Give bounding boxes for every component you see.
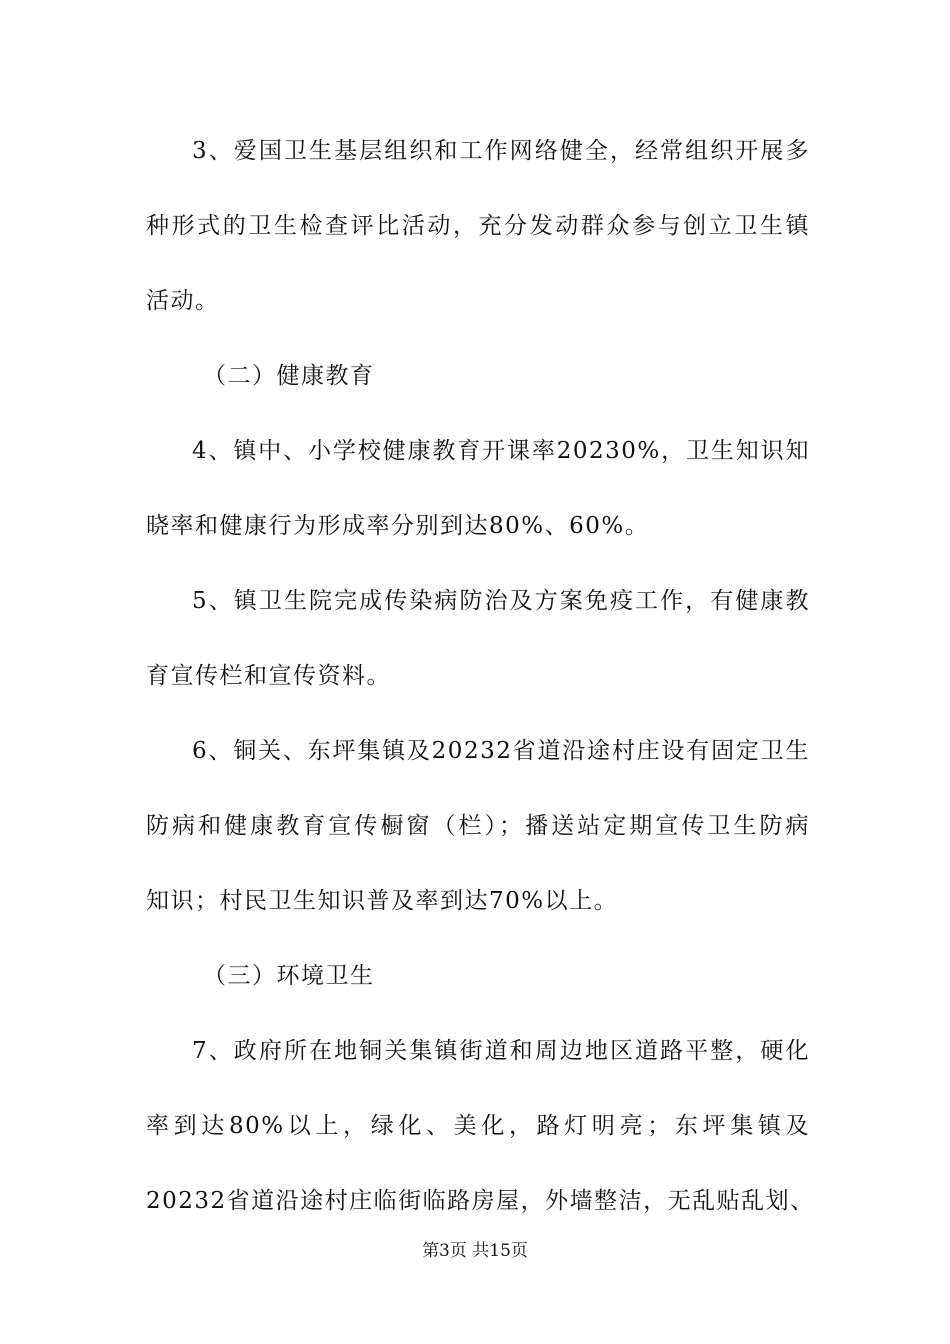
section-heading-health-education: （二）健康教育: [203, 363, 375, 389]
page-number-footer: 第3页 共15页: [422, 1241, 528, 1261]
paragraph-4-line-2: 晓率和健康行为形成率分别到达80%、60%。: [146, 513, 650, 539]
paragraph-6-line-3: 知识；村民卫生知识普及率到达70%以上。: [146, 888, 619, 914]
paragraph-7-line-3: 20232省道沿途村庄临街临路房屋，外墙整洁，无乱贴乱划、: [146, 1188, 815, 1214]
paragraph-3-line-1: 3、爱国卫生基层组织和工作网络健全，经常组织开展多: [192, 138, 810, 164]
section-heading-environmental-health: （三）环境卫生: [203, 963, 375, 989]
paragraph-5-line-2: 育宣传栏和宣传资料。: [146, 663, 391, 689]
paragraph-3-line-3: 活动。: [146, 288, 220, 314]
paragraph-7-line-1: 7、政府所在地铜关集镇街道和周边地区道路平整，硬化: [192, 1038, 810, 1064]
paragraph-3-line-2: 种形式的卫生检查评比活动，充分发动群众参与创立卫生镇: [146, 213, 810, 239]
paragraph-7-line-2: 率到达80%以上，绿化、美化，路灯明亮；东坪集镇及: [146, 1113, 810, 1139]
paragraph-6-line-1: 6、铜关、东坪集镇及20232省道沿途村庄设有固定卫生: [192, 738, 810, 764]
paragraph-6-line-2: 防病和健康教育宣传橱窗（栏）；播送站定期宣传卫生防病: [146, 813, 810, 839]
paragraph-5-line-1: 5、镇卫生院完成传染病防治及方案免疫工作，有健康教: [192, 588, 810, 614]
paragraph-4-line-1: 4、镇中、小学校健康教育开课率20230%，卫生知识知: [192, 438, 810, 464]
